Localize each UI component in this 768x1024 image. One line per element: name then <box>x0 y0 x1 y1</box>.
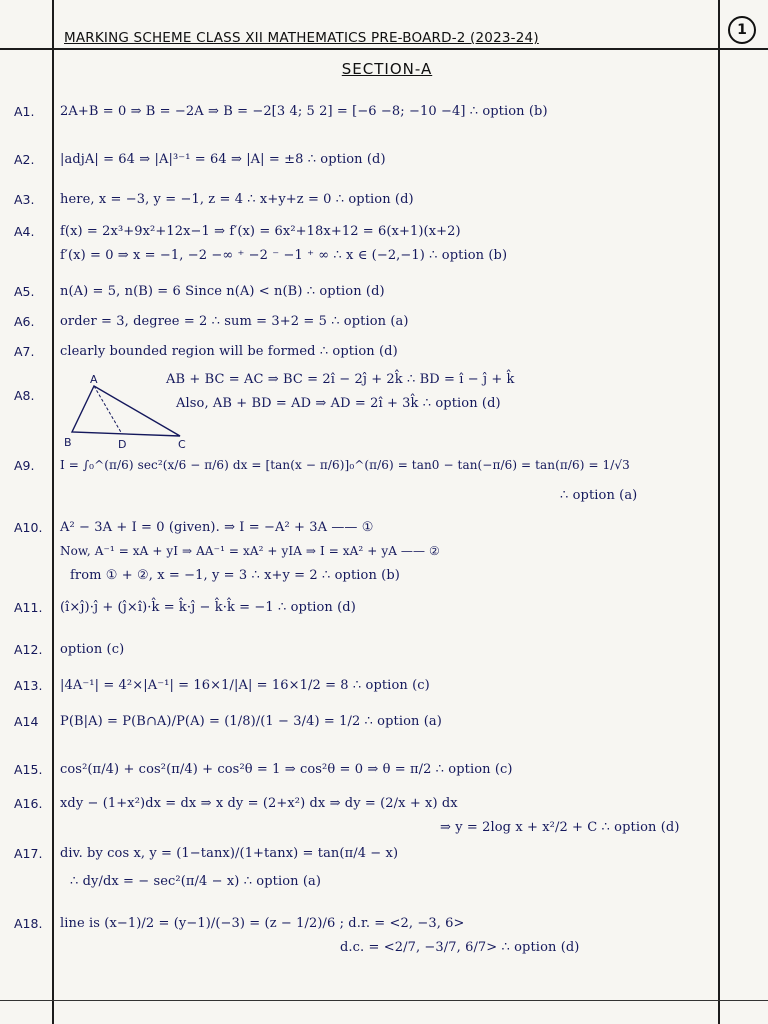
answer-line: |4A⁻¹| = 4²×|A⁻¹| = 16×1/|A| = 16×1/2 = 8 ∴ option (c) <box>60 678 430 693</box>
answer-line: xdy − (1+x²)dx = dx ⇒ x dy = (2+x²) dx ⇒ dy = (2/x + x) dx <box>60 796 458 811</box>
question-label: A12. <box>14 642 43 657</box>
answer-line: f(x) = 2x³+9x²+12x−1 ⇒ f′(x) = 6x²+18x+12 = 6(x+1)(x+2) <box>60 224 461 239</box>
answer-line: P(B|A) = P(B∩A)/P(A) = (1/8)/(1 − 3/4) = 1/2 ∴ option (a) <box>60 714 442 729</box>
question-label: A7. <box>14 344 35 359</box>
answer-line: here, x = −3, y = −1, z = 4 ∴ x+y+z = 0 ∴ option (d) <box>60 192 414 207</box>
question-label: A17. <box>14 846 43 861</box>
vertex-label-a: A <box>90 373 98 386</box>
answer-row <box>0 104 768 130</box>
answer-line: AB + BC = AC ⇒ BC = 2î − 2ĵ + 2k̂ ∴ BD = î − ĵ + k̂ <box>166 372 515 387</box>
answer-line: from ① + ②, x = −1, y = 3 ∴ x+y = 2 ∴ option (b) <box>70 568 400 583</box>
answer-row <box>0 314 768 340</box>
question-label: A14 <box>14 714 39 729</box>
answer-line: 2A+B = 0 ⇒ B = −2A ⇒ B = −2[3 4; 5 2] = [−6 −8; −10 −4] ∴ option (b) <box>60 104 548 119</box>
question-label: A13. <box>14 678 43 693</box>
median-line <box>94 386 122 434</box>
answer-row <box>0 846 768 894</box>
triangle-diagram <box>62 372 192 452</box>
answer-line: I = ∫₀^(π/6) sec²(x/6 − π/6) dx = [tan(x − π/6)]₀^(π/6) = tan0 − tan(−π/6) = tan(π/6) = 1/√3 <box>60 458 630 472</box>
answer-row <box>0 192 768 218</box>
answer-line: ⇒ y = 2log x + x²/2 + C ∴ option (d) <box>440 820 680 835</box>
section-title: SECTION-A <box>341 60 433 78</box>
answer-row <box>0 224 768 272</box>
header-rule <box>0 48 768 50</box>
question-label: A1. <box>14 104 35 119</box>
page-title: MARKING SCHEME CLASS XII MATHEMATICS PRE-BOARD-2 (2023-24) <box>64 30 539 46</box>
answer-row <box>0 458 768 506</box>
answer-row <box>0 600 768 626</box>
question-label: A5. <box>14 284 35 299</box>
answer-row <box>0 642 768 668</box>
question-label: A9. <box>14 458 35 473</box>
vertex-label-c: C <box>178 438 186 451</box>
question-label: A15. <box>14 762 43 777</box>
answer-line: Now, A⁻¹ = xA + yI ⇒ AA⁻¹ = xA² + yIA ⇒ I = xA² + yA —— ② <box>60 544 440 558</box>
question-label: A11. <box>14 600 43 615</box>
question-label: A4. <box>14 224 35 239</box>
answer-row <box>0 152 768 178</box>
vertex-label-b: B <box>64 436 72 449</box>
question-label: A6. <box>14 314 35 329</box>
answer-row <box>0 284 768 310</box>
answer-line: |adjA| = 64 ⇒ |A|³⁻¹ = 64 ⇒ |A| = ±8 ∴ option (d) <box>60 152 386 167</box>
answer-row <box>0 714 768 740</box>
answer-line: Also, AB + BD = AD ⇒ AD = 2î + 3k̂ ∴ option (d) <box>176 396 501 411</box>
answer-line: order = 3, degree = 2 ∴ sum = 3+2 = 5 ∴ option (a) <box>60 314 409 329</box>
question-label: A10. <box>14 520 43 535</box>
answer-line: (î×ĵ)·ĵ + (ĵ×î)·k̂ = k̂·ĵ − k̂·k̂ = −1 ∴ option (d) <box>60 600 356 615</box>
answer-line: d.c. = <2/7, −3/7, 6/7> ∴ option (d) <box>340 940 580 955</box>
answer-line: clearly bounded region will be formed ∴ option (d) <box>60 344 398 359</box>
answer-line: ∴ option (a) <box>560 488 638 503</box>
question-label: A8. <box>14 388 35 403</box>
answer-row <box>0 916 768 964</box>
question-label: A18. <box>14 916 43 931</box>
answer-line: A² − 3A + I = 0 (given). ⇒ I = −A² + 3A —— ① <box>60 520 374 535</box>
answer-line: option (c) <box>60 642 125 657</box>
point-label-d: D <box>118 438 127 451</box>
question-label: A16. <box>14 796 43 811</box>
answer-row <box>0 762 768 788</box>
answer-line: f′(x) = 0 ⇒ x = −1, −2 −∞ ⁺ −2 ⁻ −1 ⁺ ∞ ∴ x ∈ (−2,−1) ∴ option (b) <box>60 248 508 263</box>
answer-row <box>0 678 768 704</box>
answer-line: ∴ dy/dx = − sec²(π/4 − x) ∴ option (a) <box>70 874 322 889</box>
answer-line: div. by cos x, y = (1−tanx)/(1+tanx) = tan(π/4 − x) <box>60 846 399 861</box>
answer-line: n(A) = 5, n(B) = 6 Since n(A) < n(B) ∴ option (d) <box>60 284 385 299</box>
triangle-outline <box>72 386 180 436</box>
page-number: 1 <box>728 16 756 44</box>
question-label: A2. <box>14 152 35 167</box>
answer-row <box>0 344 768 370</box>
answer-line: cos²(π/4) + cos²(π/4) + cos²θ = 1 ⇒ cos²θ = 0 ⇒ θ = π/2 ∴ option (c) <box>60 762 513 777</box>
question-label: A3. <box>14 192 35 207</box>
answer-row <box>0 796 768 844</box>
footer-rule <box>0 1000 768 1001</box>
answer-line: line is (x−1)/2 = (y−1)/(−3) = (z − 1/2)/6 ; d.r. = <2, −3, 6> <box>60 916 465 931</box>
answer-row <box>0 520 768 592</box>
